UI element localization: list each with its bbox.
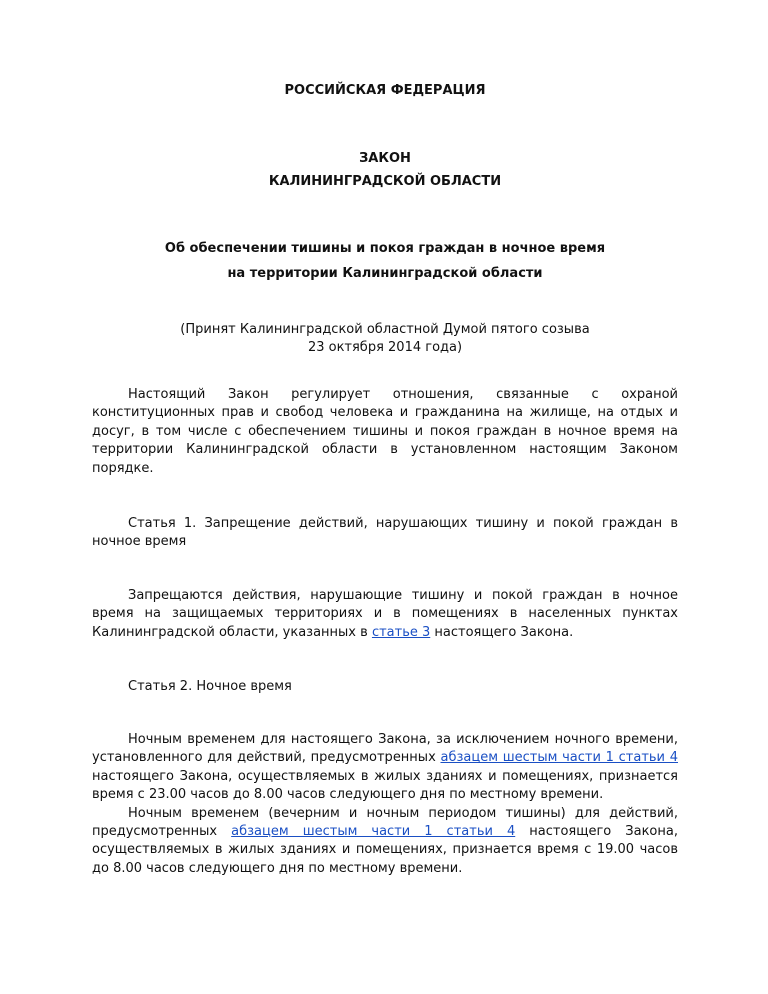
article2-body (92, 731, 678, 878)
country-heading: РОССИЙСКАЯ ФЕДЕРАЦИЯ (284, 83, 486, 98)
article2-paragraph-1 (92, 731, 678, 805)
article1-text-before: Запрещаются действия, нарушающие тишину и покой граждан в ночное время на защищаемых территориях и в помещениях в населенных пунктах Калининградской области, указанных в (92, 588, 678, 640)
article2-p2-before: Ночным временем (вечерним и ночным периодом тишины) для действий, предусмотренных (92, 805, 678, 840)
adopted-line2: 23 октября 2014 года) (307, 340, 463, 355)
article1-heading: Статья 1. Запрещение действий, нарушающих тишину и покой граждан в ночное время (92, 516, 678, 550)
article4-link-1[interactable]: абзацем шестым части 1 статьи 4 (440, 750, 678, 766)
law-title-line2: на территории Калининградской области (227, 266, 543, 281)
article4-link-2[interactable]: абзацем шестым части 1 статьи 4 (231, 824, 516, 840)
article2-paragraph-2 (92, 805, 678, 879)
adopted-line1: (Принят Калининградской областной Думой пятого созыва (180, 322, 590, 337)
doc-type-heading: ЗАКОН (359, 151, 411, 166)
law-title-line1: Об обеспечении тишины и покоя граждан в ночное время (164, 241, 606, 256)
article2-heading: Статья 2. Ночное время (128, 679, 292, 694)
region-heading: КАЛИНИНГРАДСКОЙ ОБЛАСТИ (268, 174, 502, 189)
article1-paragraph (92, 587, 678, 642)
article2-p2-after: настоящего Закона, осуществляемых в жилых зданиях и помещениях, признается время с 19.00 часов до 8.00 часов следующего дня по местному времени. (92, 824, 678, 876)
preamble-paragraph: Настоящий Закон регулирует отношения, связанные с охраной конституционных прав и свобод человека и гражданина на жилище, на отдых и досуг, в том числе с обеспечением тишины и покоя граждан в ночное время на территории Калининградской области в установленном настоящим Законом порядке. (92, 387, 678, 476)
article2-p1-before: Ночным временем для настоящего Закона, за исключением ночного времени, установленного для действий, предусмотренных (92, 732, 678, 766)
article2-p1-after: настоящего Закона, осуществляемых в жилых зданиях и помещениях, признается время с 23.00 часов до 8.00 часов следующего дня по местному времени. (92, 768, 678, 803)
article3-link[interactable]: статье 3 (371, 624, 431, 640)
article1-text-after: настоящего Закона. (430, 624, 574, 640)
